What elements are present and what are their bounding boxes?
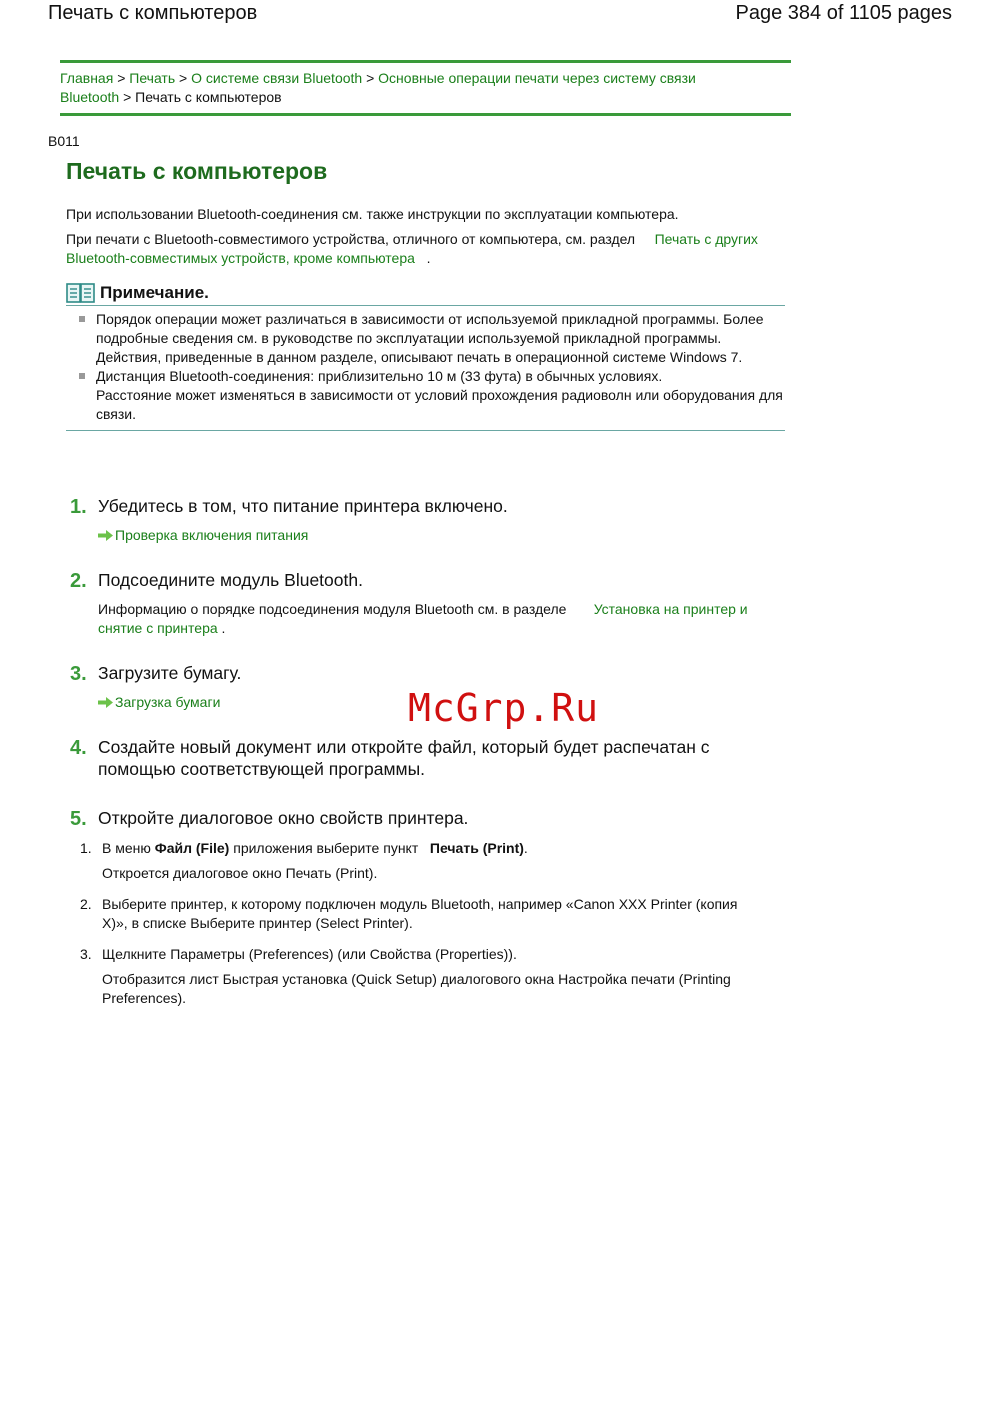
substep-text: приложения выберите пункт (233, 840, 419, 856)
substep-list (70, 839, 790, 1014)
step-title: Откройте диалоговое окно свойств принтера. (98, 808, 469, 828)
breadcrumb-current: Печать с компьютеров (135, 89, 282, 105)
substep-number: 2. (80, 896, 92, 912)
step-number: 5. (70, 808, 87, 830)
note-bottom-divider (66, 430, 785, 431)
breadcrumb-separator: > (366, 70, 375, 86)
arrow-right-icon (98, 530, 113, 541)
breadcrumb-bottom-divider (60, 113, 791, 116)
substep-text: Выберите принтер, к которому подключен модуль Bluetooth, например «Canon XXX Printer (копия X)», в списке Выберите принтер (Select Printer). (102, 896, 738, 931)
breadcrumb-link-print[interactable]: Печать (129, 70, 176, 86)
note-book-icon (66, 282, 96, 304)
substep-number: 1. (80, 840, 92, 856)
breadcrumb-link-basics-cont[interactable]: Bluetooth (60, 89, 120, 105)
install-remove-link[interactable]: Установка на принтер и снятие с принтера (98, 601, 748, 636)
intro-paragraph-link (66, 230, 766, 268)
document-code: B011 (48, 133, 80, 149)
intro-section (66, 205, 766, 274)
substep-number: 3. (80, 946, 92, 962)
menu-file-label: Файл (File) (154, 840, 230, 856)
substep-item (70, 839, 790, 889)
step-text: Информацию о порядке подсоединения модуля Bluetooth см. в разделе (98, 601, 567, 617)
substep-period: . (523, 840, 528, 856)
breadcrumb-link-home[interactable]: Главная (60, 70, 114, 86)
page-counter: Page 384 of 1105 pages (735, 2, 952, 24)
step-title: Создайте новый документ или откройте файл, который будет распечатан с помощью соответствующей программы. (98, 737, 710, 779)
note-box (66, 281, 785, 431)
step-4 (70, 736, 790, 780)
arrow-right-icon (98, 697, 113, 708)
note-item (96, 367, 785, 424)
substep-result: Откроется диалоговое окно Печать (Print). (102, 865, 378, 881)
breadcrumb-separator: > (179, 70, 188, 86)
step-number: 3. (70, 663, 87, 685)
power-check-link[interactable]: Проверка включения питания (115, 527, 309, 543)
other-devices-link[interactable]: Печать с других Bluetooth-совместимых устройств, кроме компьютера (66, 231, 758, 266)
substep-result: Отобразится лист Быстрая установка (Quick Setup) диалогового окна Настройка печати (Printing Preferences). (102, 971, 731, 1006)
note-text: Порядок операции может различаться в зависимости от используемой прикладной программы. Более подробные сведения см. в руководстве по эксплуатации используемой прикладной программы. (96, 311, 764, 346)
note-text: Расстояние может изменяться в зависимости от условий прохождения радиоволн или оборудования для связи. (96, 387, 783, 422)
step-2 (70, 569, 790, 638)
substep-item (70, 895, 790, 939)
note-item (96, 310, 785, 367)
page-header-title: Печать с компьютеров (48, 2, 258, 24)
note-heading: Примечание. (100, 283, 209, 302)
step-5 (70, 807, 790, 1020)
step-1 (70, 495, 790, 545)
page-title: Печать с компьютеров (66, 158, 328, 184)
note-text: Действия, приведенные в данном разделе, описывают печать в операционной системе Windows 7. (96, 349, 743, 365)
step-title: Убедитесь в том, что питание принтера включено. (98, 496, 508, 516)
intro-period: . (426, 250, 431, 266)
step-period: . (221, 620, 226, 636)
note-text: Дистанция Bluetooth-соединения: приблизительно 10 м (33 фута) в обычных условиях. (96, 368, 663, 384)
breadcrumb-link-basics[interactable]: Основные операции печати через систему связи (378, 70, 696, 86)
breadcrumb-separator: > (123, 89, 132, 105)
substep-text: В меню (102, 840, 151, 856)
watermark: McGrp.Ru (408, 686, 600, 730)
breadcrumb-separator: > (117, 70, 126, 86)
step-title: Загрузите бумагу. (98, 663, 242, 683)
step-number: 1. (70, 496, 87, 518)
load-paper-link[interactable]: Загрузка бумаги (115, 694, 221, 710)
substep-text: Щелкните Параметры (Preferences) (или Свойства (Properties)). (102, 946, 517, 962)
step-number: 4. (70, 737, 87, 759)
substep-item (70, 945, 790, 1014)
breadcrumb-link-about-bluetooth[interactable]: О системе связи Bluetooth (191, 70, 363, 86)
menu-print-label: Печать (Print) (429, 840, 524, 856)
intro-paragraph: При использовании Bluetooth-соединения см. также инструкции по эксплуатации компьютера. (66, 206, 679, 222)
intro-text: При печати с Bluetooth-совместимого устройства, отличного от компьютера, см. раздел (66, 231, 636, 247)
step-number: 2. (70, 570, 87, 592)
step-title: Подсоедините модуль Bluetooth. (98, 570, 363, 590)
note-top-divider (66, 305, 785, 306)
breadcrumb (60, 60, 791, 116)
